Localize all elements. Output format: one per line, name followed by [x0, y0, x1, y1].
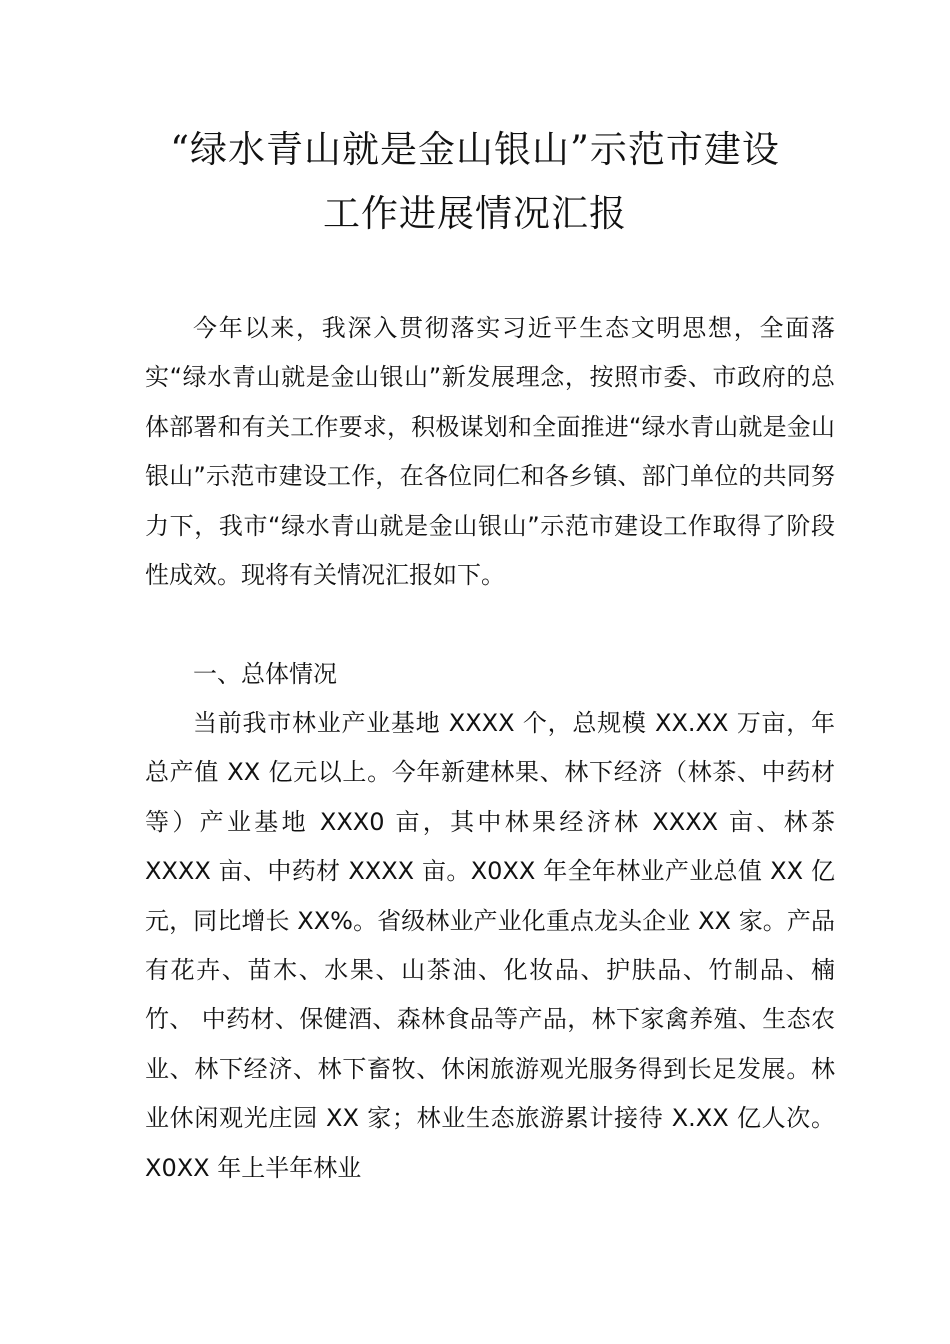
intro-paragraph: 今年以来，我深入贯彻落实习近平生态文明思想，全面落实“绿水青山就是金山银山”新发展理念，按照市委、市政府的总体部署和有关工作要求，积极谋划和全面推进“绿水青山就是金山银山”示范市建设工作，在各位同仁和各乡镇、部门单位的共同努力下，我市“绿水青山就是金山银山”示范市建设工作取得了阶段性成效。现将有关情况汇报如下。: [145, 314, 835, 590]
document-title-line-1: “绿水青山就是金山银山”示范市建设: [170, 128, 780, 171]
document-title-line-2: 工作进展情况汇报: [323, 192, 627, 235]
section-heading-overview: 一、总体情况: [193, 660, 337, 688]
overview-paragraph: 当前我市林业产业基地 XXXX 个，总规模 XX.XX 万亩，年总产值 XX 亿元以上。今年新建林果、林下经济（林茶、中药材等）产业基地 XXX0 亩，其中林果经济林 XXXX 亩、林茶 XXXX 亩、中药材 XXXX 亩。X0XX 年全年林业产业总值 XX 亿元，同比增长 XX%。省级林业产业化重点龙头企业 XX 家。产品有花卉、苗木、水果、山茶油、化妆品、护肤品、竹制品、楠竹、 中药材、保健酒、森林食品等产品，林下家禽养殖、生态农业、林下经济、林下畜牧、休闲旅游观光服务得到长足发展。林业休闲观光庄园 XX 家；林业生态旅游累计接待 X.XX 亿人次。X0XX 年上半年林业: [145, 709, 835, 1182]
